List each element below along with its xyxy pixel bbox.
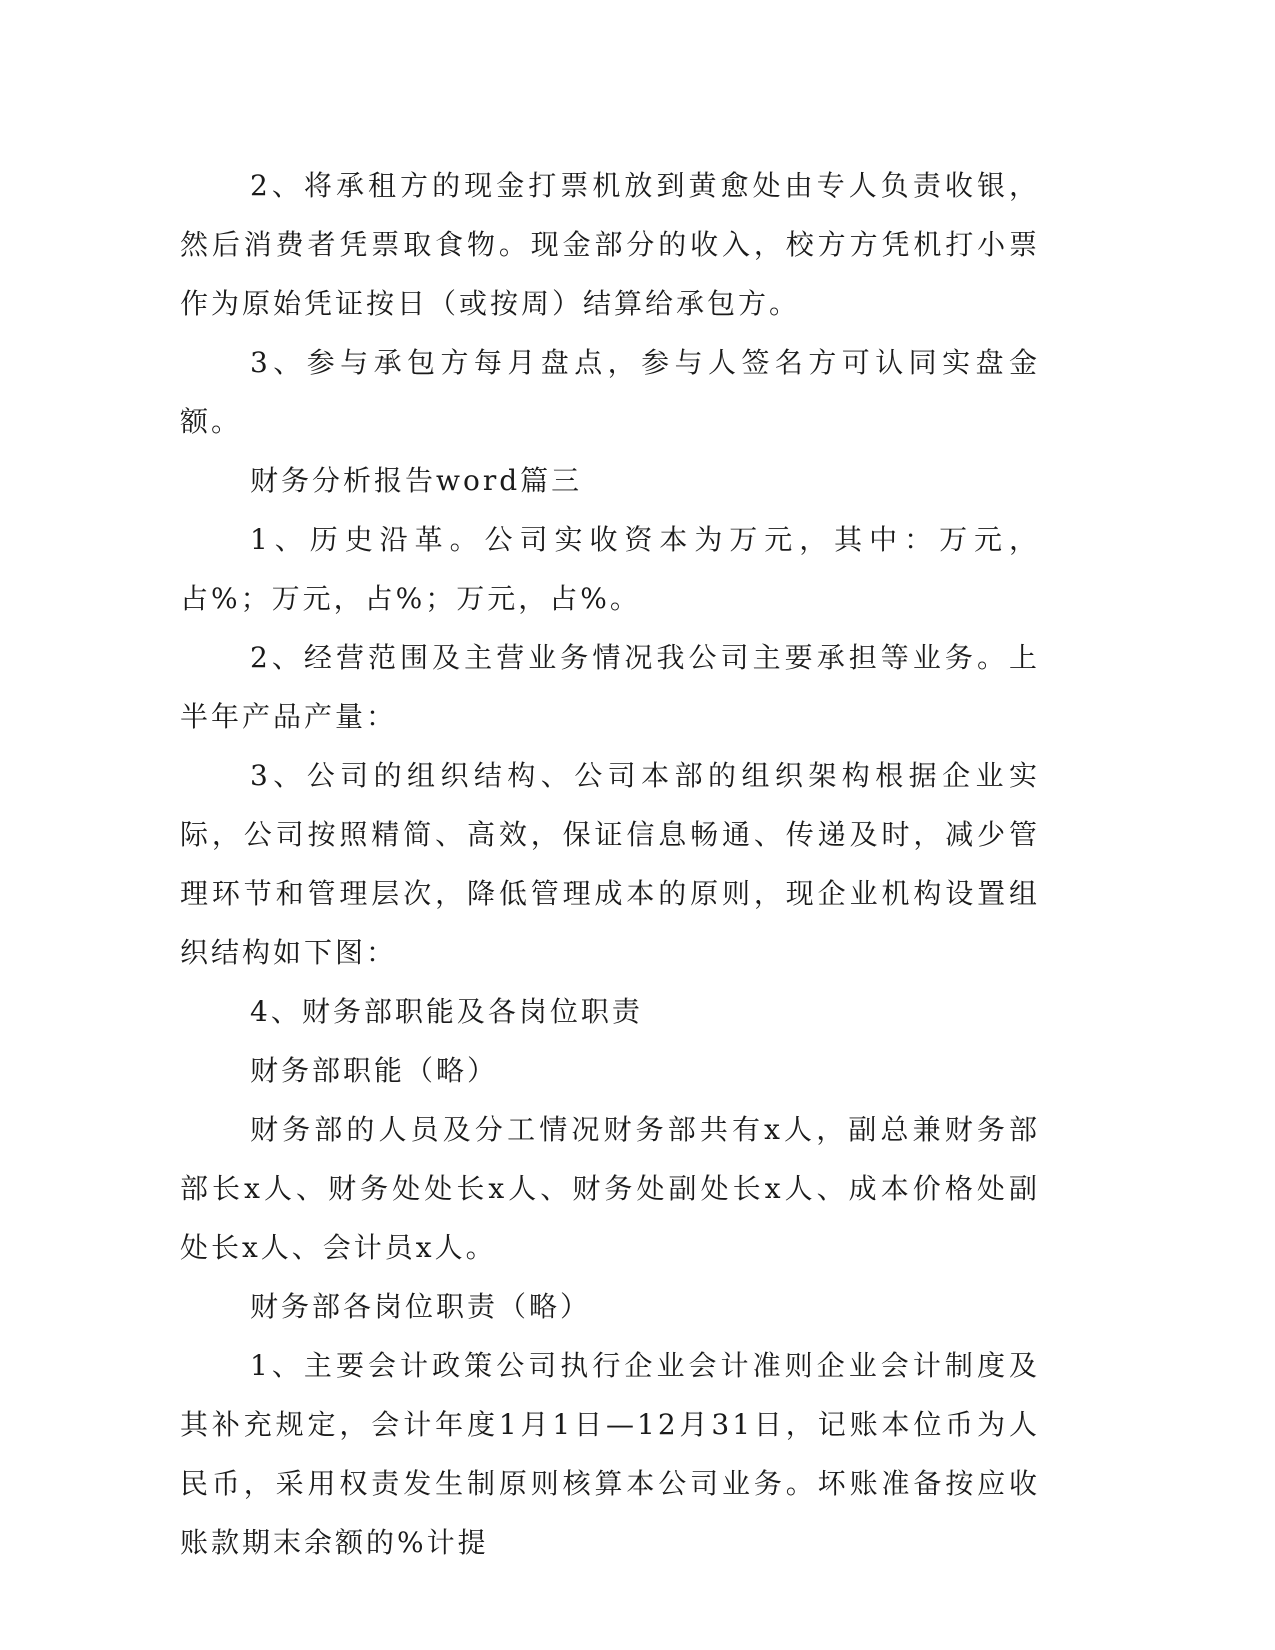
- paragraph-cash-register: 2、将承租方的现金打票机放到黄愈处由专人负责收银，然后消费者凭票取食物。现金部分的收入，校方方凭机打小票作为原始凭证按日（或按周）结算给承包方。: [180, 169, 1040, 320]
- paragraph-accounting-policy: 1、主要会计政策公司执行企业会计准则企业会计制度及其补充规定，会计年度1月1日—12月31日，记账本位币为人民币，采用权责发生制原则核算本公司业务。坏账准备按应收账款期末余额的%计提: [180, 1349, 1040, 1559]
- paragraph-business-scope: 2、经营范围及主营业务情况我公司主要承担等业务。上半年产品产量：: [180, 641, 1040, 733]
- paragraph-monthly-inventory: 3、参与承包方每月盘点，参与人签名方可认同实盘金额。: [180, 346, 1040, 438]
- paragraph-finance-staff: 财务部的人员及分工情况财务部共有x人，副总兼财务部部长x人、财务处处长x人、财务处副处长x人、成本价格处副处长x人、会计员x人。: [180, 1113, 1040, 1264]
- paragraph-finance-duties: 4、财务部职能及各岗位职责: [250, 995, 643, 1028]
- paragraph-org-structure: 3、公司的组织结构、公司本部的组织架构根据企业实际，公司按照精简、高效，保证信息畅通、传递及时，减少管理环节和管理层次，降低管理成本的原则，现企业机构设置组织结构如下图：: [180, 759, 1040, 969]
- paragraph-finance-function: 财务部职能（略）: [250, 1054, 499, 1087]
- paragraph-post-duties: 财务部各岗位职责（略）: [250, 1290, 592, 1323]
- section-heading: 财务分析报告word篇三: [250, 464, 583, 497]
- document-body: [180, 156, 1040, 1572]
- paragraph-history: 1、历史沿革。公司实收资本为万元，其中：万元，占%；万元，占%；万元，占%。: [180, 523, 1040, 615]
